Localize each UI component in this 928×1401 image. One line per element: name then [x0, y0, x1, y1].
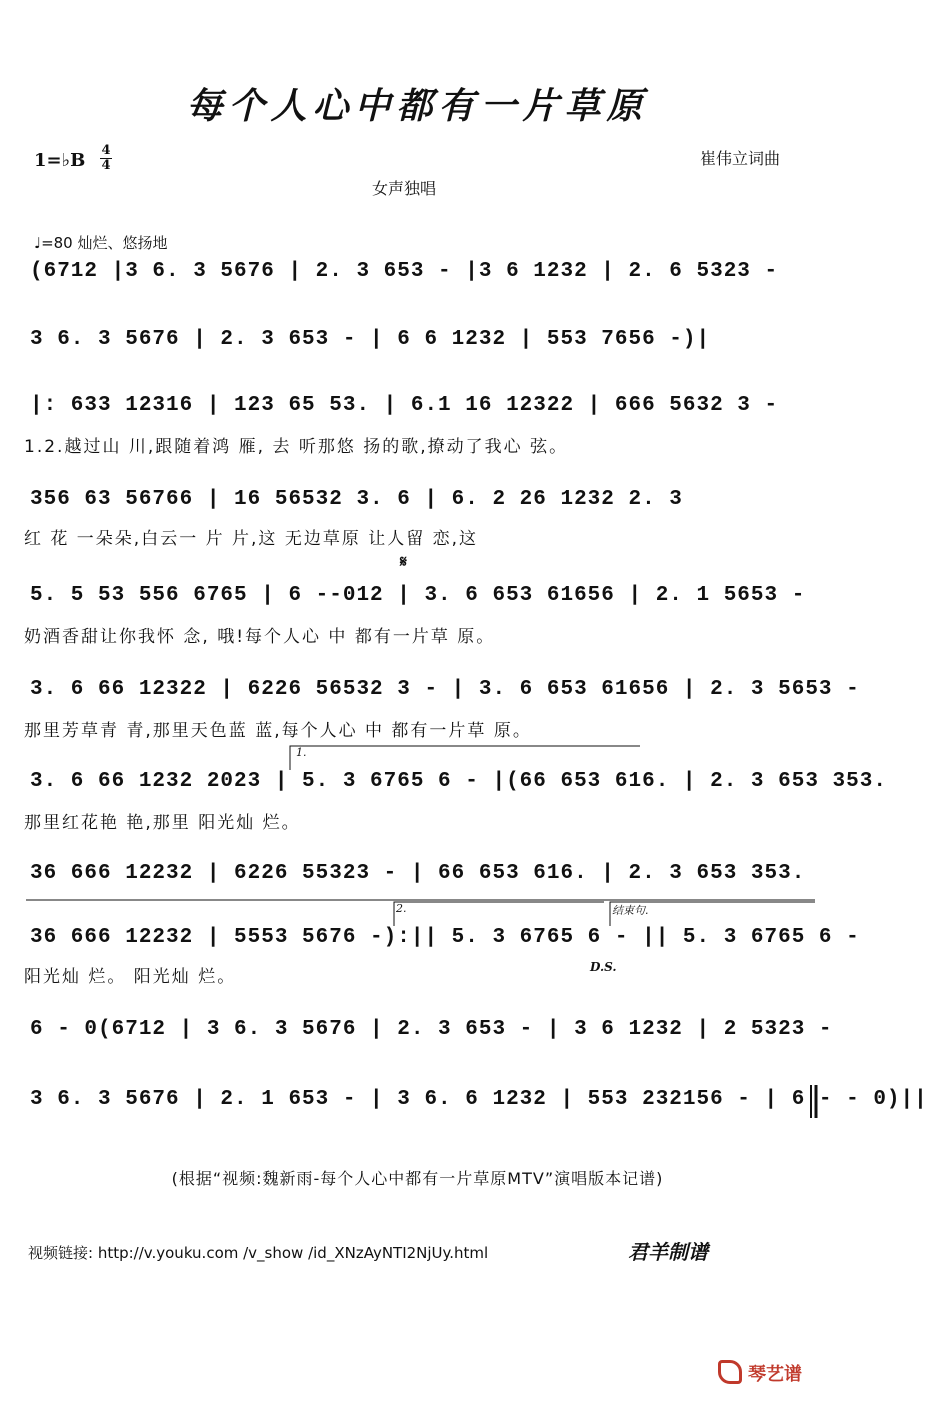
segno-sign: 𝄋 — [400, 552, 407, 571]
notation-row-11: 3 6. 3 5676 | 2. 1 653 - | 3 6. 6 1232 | 553 232156 - | 6 - - 0)|| — [30, 1088, 928, 1111]
notation-row-8: 36 666 12232 | 6226 55323 - | 66 653 616. | 2. 3 653 353. — [30, 862, 806, 885]
song-title: 每个人心中都有一片草原 — [186, 85, 649, 127]
time-signature-top: 4 — [101, 143, 111, 158]
transcriber-signature: 君羊制谱 — [628, 1240, 708, 1264]
ending-bracket — [610, 902, 815, 926]
time-signature-bottom: 4 — [101, 158, 111, 173]
lyrics-row-4: 红 花 一朵朵,白云一 片 片,这 无边草原 让人留 恋,这 — [24, 529, 479, 549]
lyrics-row-7: 那里红花艳 艳,那里 阳光灿 烂。 — [24, 813, 301, 833]
site-logo — [718, 1360, 802, 1386]
notation-row-5: 5. 5 53 556 6765 | 6 --012 | 3. 6 653 61656 | 2. 1 5653 - — [30, 584, 806, 607]
dal-segno-mark: D.S. — [590, 960, 617, 974]
notation-row-9: 36 666 12232 | 5553 5676 -):|| 5. 3 6765 6 - || 5. 3 6765 6 - — [30, 926, 860, 949]
notation-row-10: 6 - 0(6712 | 3 6. 3 5676 | 2. 3 653 - | 3 6 1232 | 2 5323 - — [30, 1018, 833, 1041]
lyrics-row-3: 1.2.越过山 川,跟随着鸿 雁, 去 听那悠 扬的歌,撩动了我心 弦。 — [24, 437, 569, 457]
notation-row-6: 3. 6 66 12322 | 6226 56532 3 - | 3. 6 653 61656 | 2. 3 5653 - — [30, 678, 860, 701]
lyrics-row-6: 那里芳草青 青,那里天色蓝 蓝,每个人心 中 都有一片草 原。 — [24, 721, 532, 741]
notation-row-3: |: 633 12316 | 123 65 53. | 6.1 16 12322 | 666 5632 3 - — [30, 394, 779, 417]
notation-row-1: (6712 |3 6. 3 5676 | 2. 3 653 - |3 6 1232 | 2. 6 5323 - — [30, 260, 779, 283]
tempo-marking: ♩=80 灿烂、悠扬地 — [34, 234, 168, 252]
notation-row-2: 3 6. 3 5676 | 2. 3 653 - | 6 6 1232 | 553 7656 -)| — [30, 328, 711, 351]
volta-2-bracket — [394, 902, 604, 926]
notation-row-4: 356 63 56766 | 16 56532 3. 6 | 6. 2 26 1232 2. 3 — [30, 488, 683, 511]
author-credit: 崔伟立词曲 — [700, 149, 781, 168]
volta-1-bracket — [290, 746, 640, 770]
key-signature: 1=♭B — [34, 150, 86, 171]
ending-phrase-label: 结束句. — [612, 904, 649, 917]
lyrics-row-5: 奶酒香甜让你我怀 念, 哦!每个人心 中 都有一片草 原。 — [24, 627, 496, 647]
logo-text: 琴艺谱 — [748, 1364, 802, 1385]
logo-icon — [718, 1360, 742, 1384]
video-link[interactable]: 视频链接: http://v.youku.com /v_show /id_XNzAyNTI2NjUy.html — [28, 1244, 489, 1262]
voice-type: 女声独唱 — [372, 179, 437, 198]
lyrics-row-9: 阳光灿 烂。 阳光灿 烂。 — [24, 967, 237, 987]
transcription-note: (根据“视频:魏新雨-每个人心中都有一片草原MTV”演唱版本记谱) — [171, 1169, 664, 1188]
volta-2-label: 2. — [396, 902, 407, 915]
volta-1-label: 1. — [296, 746, 307, 759]
notation-row-7: 3. 6 66 1232 2023 | 5. 3 6765 6 - |(66 653 616. | 2. 3 653 353. — [30, 770, 887, 793]
